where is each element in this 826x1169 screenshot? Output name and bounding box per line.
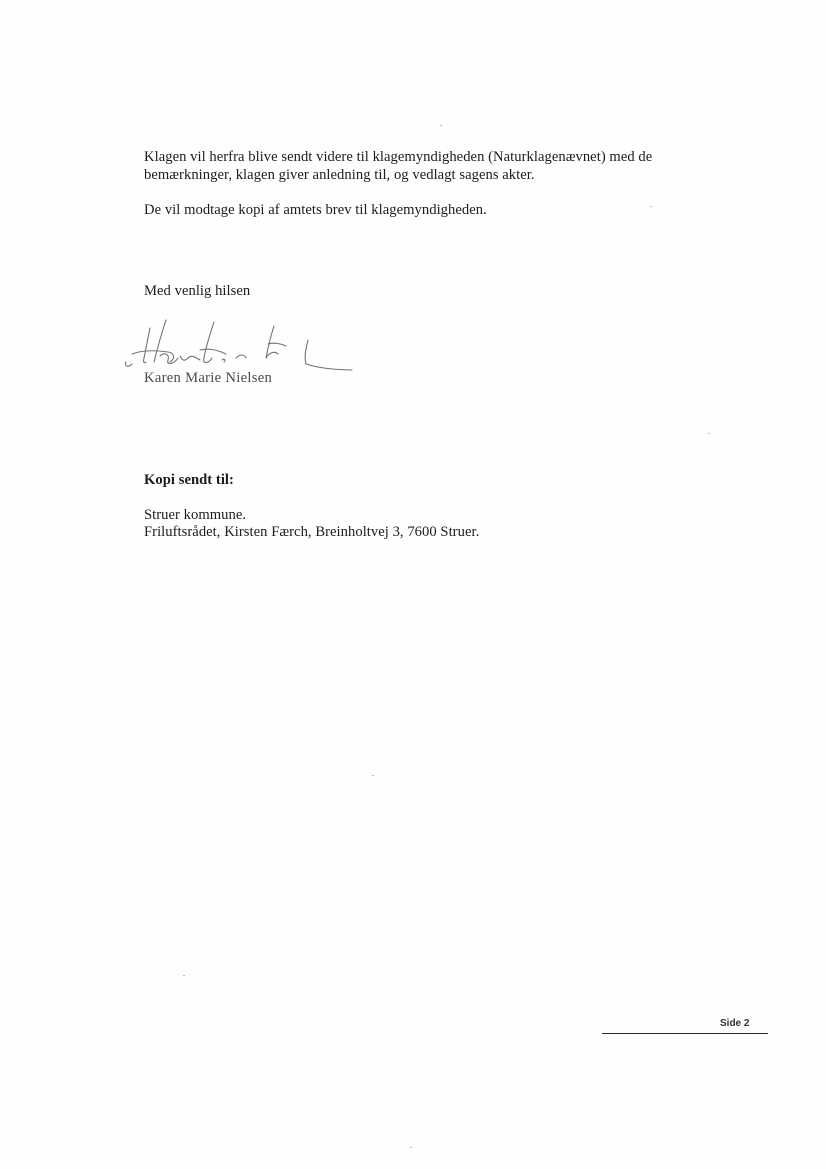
page-number-label: Side 2 xyxy=(720,1018,750,1029)
body-paragraph-1-line-1: Klagen vil herfra blive sendt videre til klagemyndigheden (Naturklagenævnet) med de xyxy=(144,149,653,165)
scan-speck xyxy=(440,125,442,126)
copies-heading: Kopi sendt til: xyxy=(144,472,234,488)
scan-speck xyxy=(183,975,185,976)
scan-speck xyxy=(650,206,652,207)
body-paragraph-1-line-2: bemærkninger, klagen giver anledning til, og vedlagt sagens akter. xyxy=(144,167,535,183)
closing-greeting: Med venlig hilsen xyxy=(144,283,251,299)
scan-speck xyxy=(372,775,374,776)
body-paragraph-2: De vil modtage kopi af amtets brev til klagemyndigheden. xyxy=(144,202,487,218)
signer-name: Karen Marie Nielsen xyxy=(144,370,273,386)
scan-speck xyxy=(708,433,710,434)
footer-divider xyxy=(602,1033,768,1034)
copy-recipient-1: Struer kommune. xyxy=(144,507,247,523)
copy-recipient-2: Friluftsrådet, Kirsten Færch, Breinholtvej 3, 7600 Struer. xyxy=(144,524,480,540)
scan-speck xyxy=(410,1147,412,1148)
